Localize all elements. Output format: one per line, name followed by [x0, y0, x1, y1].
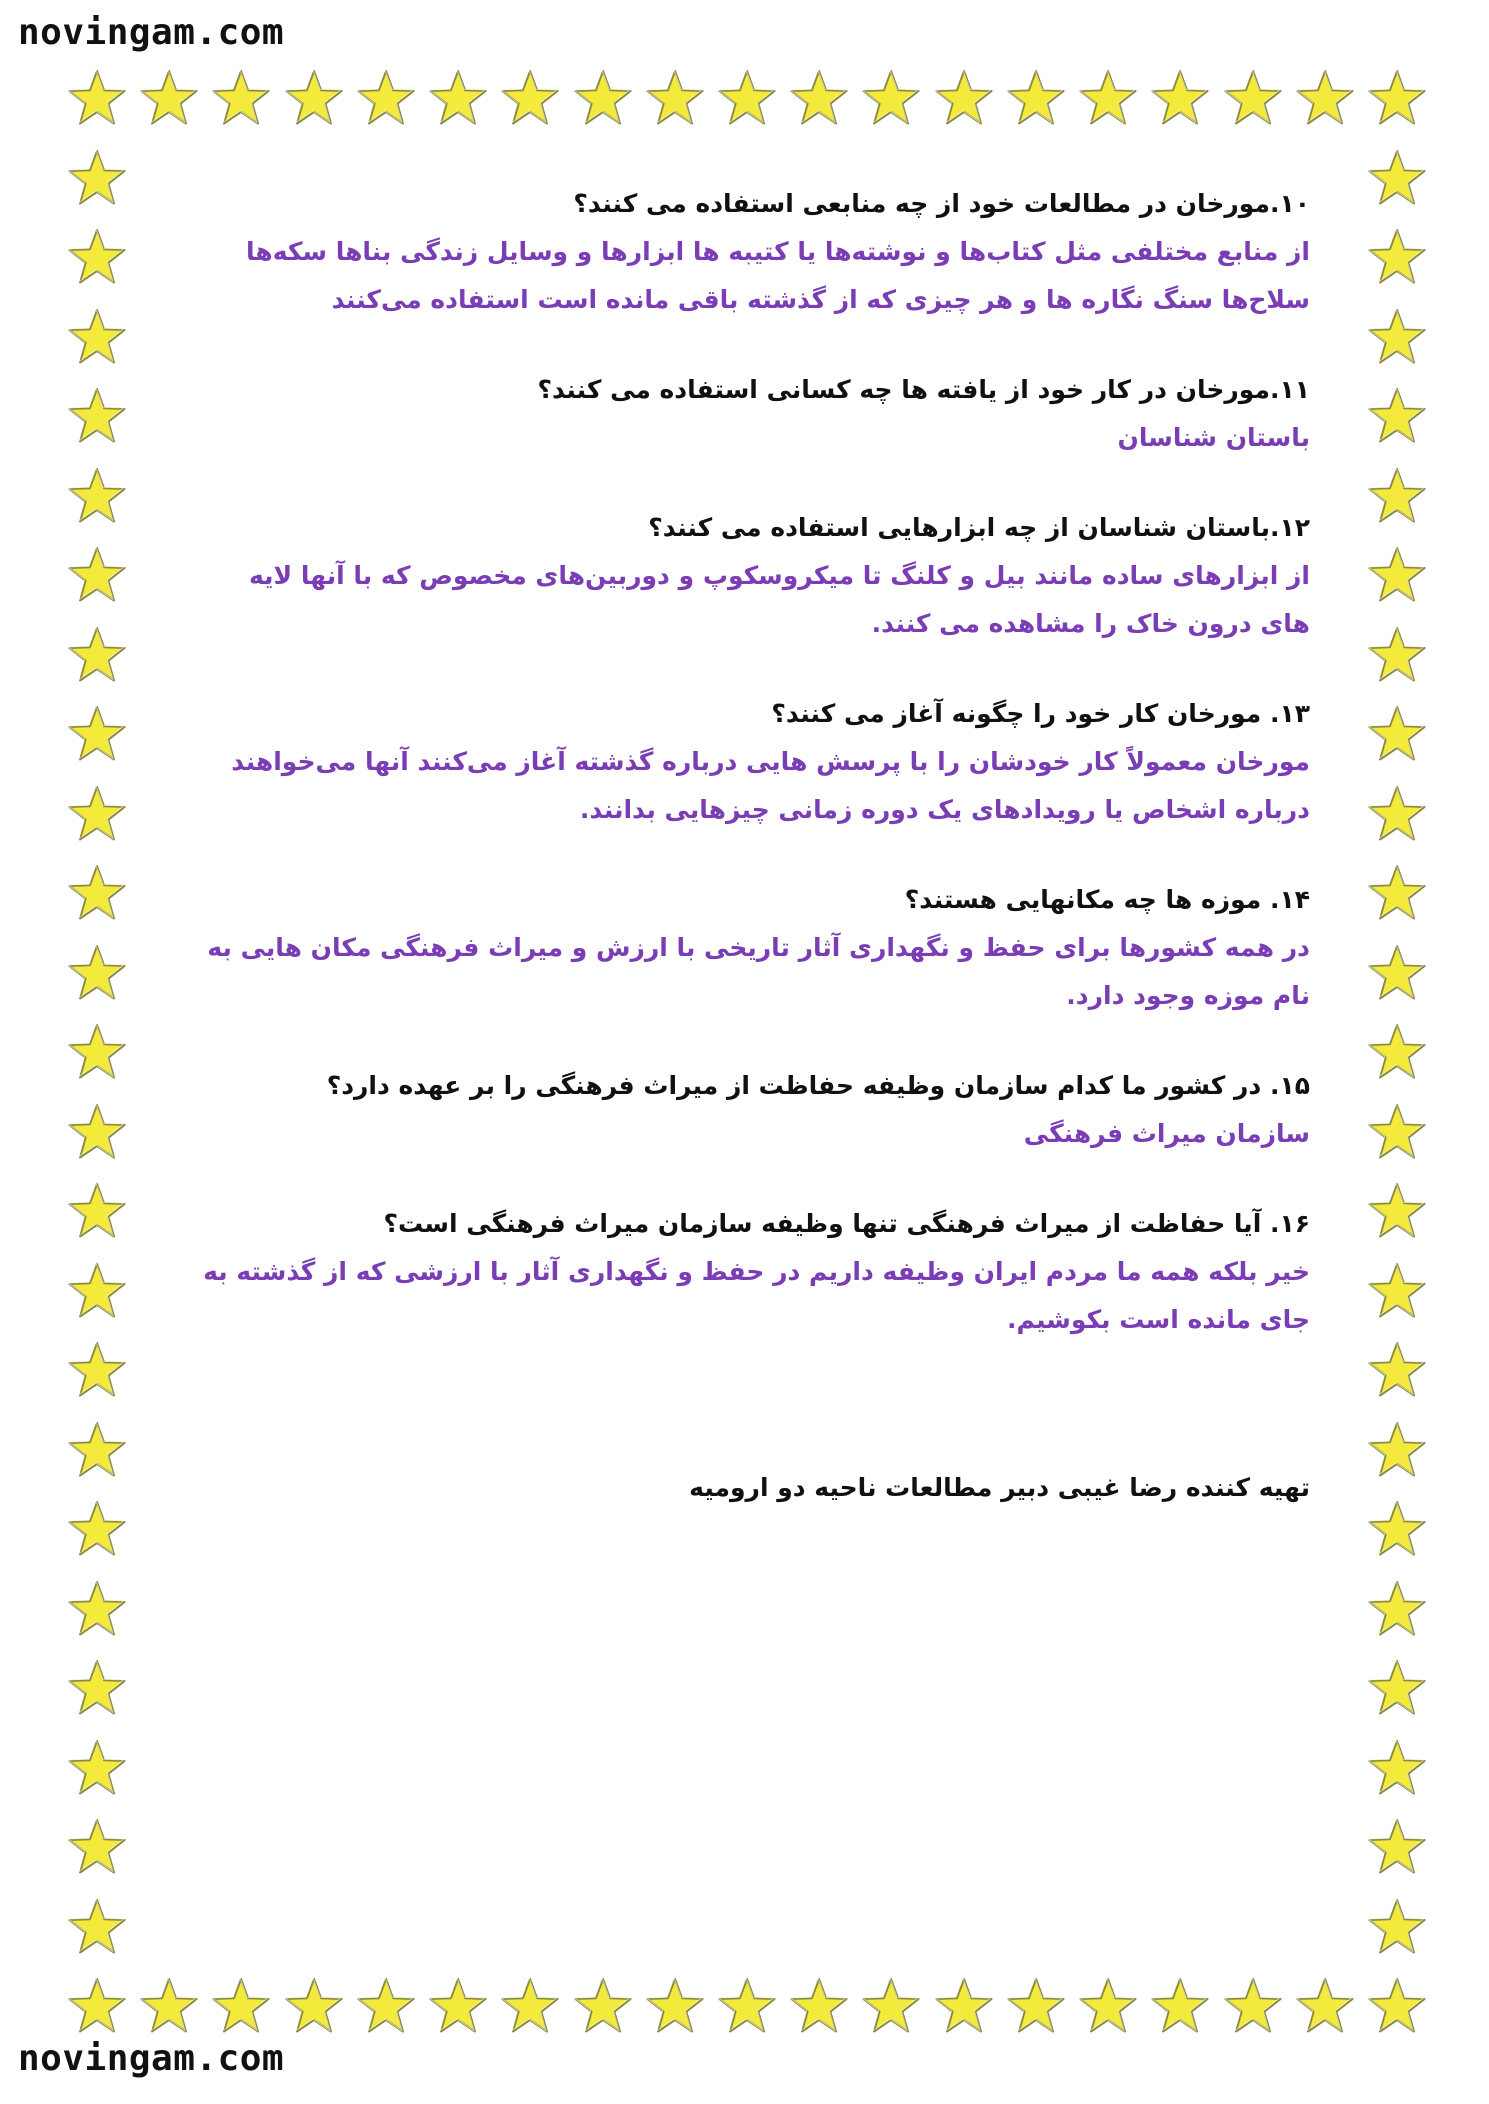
- answer-10: از منابع مختلفی مثل کتاب‌ها و نوشته‌ها یا کتیبه ها ابزارها و وسایل زندگی بناها سکه‌ها سلاح‌ها سنگ نگاره ها و هر چیزی که از گذشته باقی مانده است استفاده می‌کنند: [245, 237, 1310, 314]
- star-icon: [1077, 68, 1139, 130]
- star-icon: [1366, 307, 1428, 369]
- star-icon: [644, 68, 706, 130]
- site-watermark-bottom: novingam.com: [18, 2038, 285, 2079]
- star-icon: [66, 1420, 128, 1482]
- star-icon: [66, 863, 128, 925]
- star-icon: [66, 545, 128, 607]
- star-icon: [1366, 1817, 1428, 1879]
- question-12: ۱۲.باستان شناسان از چه ابزارهایی استفاده می کنند؟: [648, 513, 1310, 542]
- star-icon: [66, 1817, 128, 1879]
- star-icon: [283, 68, 345, 130]
- answer-13: مورخان معمولاً کار خودشان را با پرسش هایی درباره گذشته آغاز می‌کنند آنها می‌خواهند درباره اشخاص یا رویدادهای یک دوره زمانی چیزهایی بدانند.: [231, 747, 1310, 824]
- star-icon: [1366, 1420, 1428, 1482]
- star-icon: [66, 148, 128, 210]
- star-icon: [716, 1976, 778, 2038]
- star-icon: [66, 1261, 128, 1323]
- star-icon: [1077, 1976, 1139, 2038]
- star-icon: [644, 1976, 706, 2038]
- star-icon: [210, 68, 272, 130]
- answer-15: سازمان میراث فرهنگی: [1023, 1119, 1310, 1148]
- star-icon: [1366, 227, 1428, 289]
- star-icon: [1366, 1658, 1428, 1720]
- star-icon: [788, 68, 850, 130]
- qa-item-14: [200, 876, 1310, 1020]
- question-14: ۱۴. موزه ها چه مکانهایی هستند؟: [904, 885, 1310, 914]
- star-icon: [788, 1976, 850, 2038]
- star-icon: [860, 68, 922, 130]
- star-icon: [1366, 625, 1428, 687]
- star-icon: [1366, 1022, 1428, 1084]
- star-icon: [1366, 704, 1428, 766]
- star-icon: [1366, 863, 1428, 925]
- star-icon: [1366, 1261, 1428, 1323]
- star-icon: [1366, 386, 1428, 448]
- star-icon: [66, 466, 128, 528]
- star-icon: [66, 1976, 128, 2038]
- question-15: ۱۵. در کشور ما کدام سازمان وظیفه حفاظت از میراث فرهنگی را بر عهده دارد؟: [326, 1071, 1310, 1100]
- star-icon: [1149, 1976, 1211, 2038]
- star-icon: [933, 68, 995, 130]
- star-icon: [355, 68, 417, 130]
- star-icon: [1366, 1738, 1428, 1800]
- star-icon: [66, 227, 128, 289]
- star-icon: [66, 386, 128, 448]
- star-icon: [1366, 466, 1428, 528]
- question-16: ۱۶. آیا حفاظت از میراث فرهنگی تنها وظیفه سازمان میراث فرهنگی است؟: [383, 1209, 1310, 1238]
- star-icon: [66, 625, 128, 687]
- star-icon: [1294, 1976, 1356, 2038]
- star-icon: [66, 704, 128, 766]
- question-13: ۱۳. مورخان کار خود را چگونه آغاز می کنند؟: [771, 699, 1310, 728]
- site-watermark-top: novingam.com: [18, 12, 285, 53]
- question-11: ۱۱.مورخان در کار خود از یافته ها چه کسانی استفاده می کنند؟: [537, 375, 1310, 404]
- star-icon: [66, 784, 128, 846]
- qa-item-11: [200, 366, 1310, 462]
- answer-12: از ابزارهای ساده مانند بیل و کلنگ تا میکروسکوپ و دوربین‌های مخصوص که با آنها لایه های درون خاک را مشاهده می کنند.: [248, 561, 1310, 638]
- star-icon: [283, 1976, 345, 2038]
- star-icon: [499, 1976, 561, 2038]
- star-icon: [1366, 545, 1428, 607]
- star-icon: [1366, 1499, 1428, 1561]
- star-icon: [1294, 68, 1356, 130]
- star-icon: [66, 1181, 128, 1243]
- star-icon: [1366, 943, 1428, 1005]
- star-icon: [933, 1976, 995, 2038]
- star-icon: [1366, 1976, 1428, 2038]
- answer-16: خیر بلکه همه ما مردم ایران وظیفه داریم در حفظ و نگهداری آثار با ارزشی که از گذشته به جای مانده است بکوشیم.: [203, 1257, 1310, 1334]
- star-icon: [1366, 1897, 1428, 1959]
- star-icon: [1149, 68, 1211, 130]
- star-icon: [1366, 1340, 1428, 1402]
- star-icon: [138, 68, 200, 130]
- star-icon: [138, 1976, 200, 2038]
- star-icon: [427, 68, 489, 130]
- star-icon: [210, 1976, 272, 2038]
- star-icon: [1366, 1102, 1428, 1164]
- qa-item-16: [200, 1200, 1310, 1344]
- star-icon: [66, 1658, 128, 1720]
- star-icon: [66, 68, 128, 130]
- qa-item-13: [200, 690, 1310, 834]
- star-icon: [1005, 68, 1067, 130]
- star-icon: [66, 1579, 128, 1641]
- star-icon: [66, 1499, 128, 1561]
- star-icon: [1366, 1181, 1428, 1243]
- star-icon: [1366, 68, 1428, 130]
- star-icon: [1222, 68, 1284, 130]
- star-icon: [66, 307, 128, 369]
- answer-14: در همه کشورها برای حفظ و نگهداری آثار تاریخی با ارزش و میراث فرهنگی مکان هایی به نام موزه وجود دارد.: [207, 933, 1310, 1010]
- star-icon: [1366, 784, 1428, 846]
- star-icon: [355, 1976, 417, 2038]
- star-icon: [66, 1102, 128, 1164]
- star-icon: [572, 1976, 634, 2038]
- star-icon: [1366, 148, 1428, 210]
- document-body: [200, 180, 1310, 1512]
- star-icon: [860, 1976, 922, 2038]
- star-icon: [1366, 1579, 1428, 1641]
- star-icon: [427, 1976, 489, 2038]
- star-icon: [1005, 1976, 1067, 2038]
- star-icon: [66, 943, 128, 1005]
- star-icon: [499, 68, 561, 130]
- qa-item-12: [200, 504, 1310, 648]
- star-icon: [66, 1897, 128, 1959]
- question-10: ۱۰.مورخان در مطالعات خود از چه منابعی استفاده می کنند؟: [573, 189, 1310, 218]
- star-icon: [716, 68, 778, 130]
- star-icon: [66, 1022, 128, 1084]
- star-icon: [66, 1340, 128, 1402]
- star-icon: [66, 1738, 128, 1800]
- star-icon: [1222, 1976, 1284, 2038]
- author-credit: تهیه کننده رضا غیبی دبیر مطالعات ناحیه دو ارومیه: [689, 1473, 1310, 1502]
- star-icon: [572, 68, 634, 130]
- answer-11: باستان شناسان: [1117, 423, 1310, 452]
- qa-item-10: [200, 180, 1310, 324]
- qa-item-15: [200, 1062, 1310, 1158]
